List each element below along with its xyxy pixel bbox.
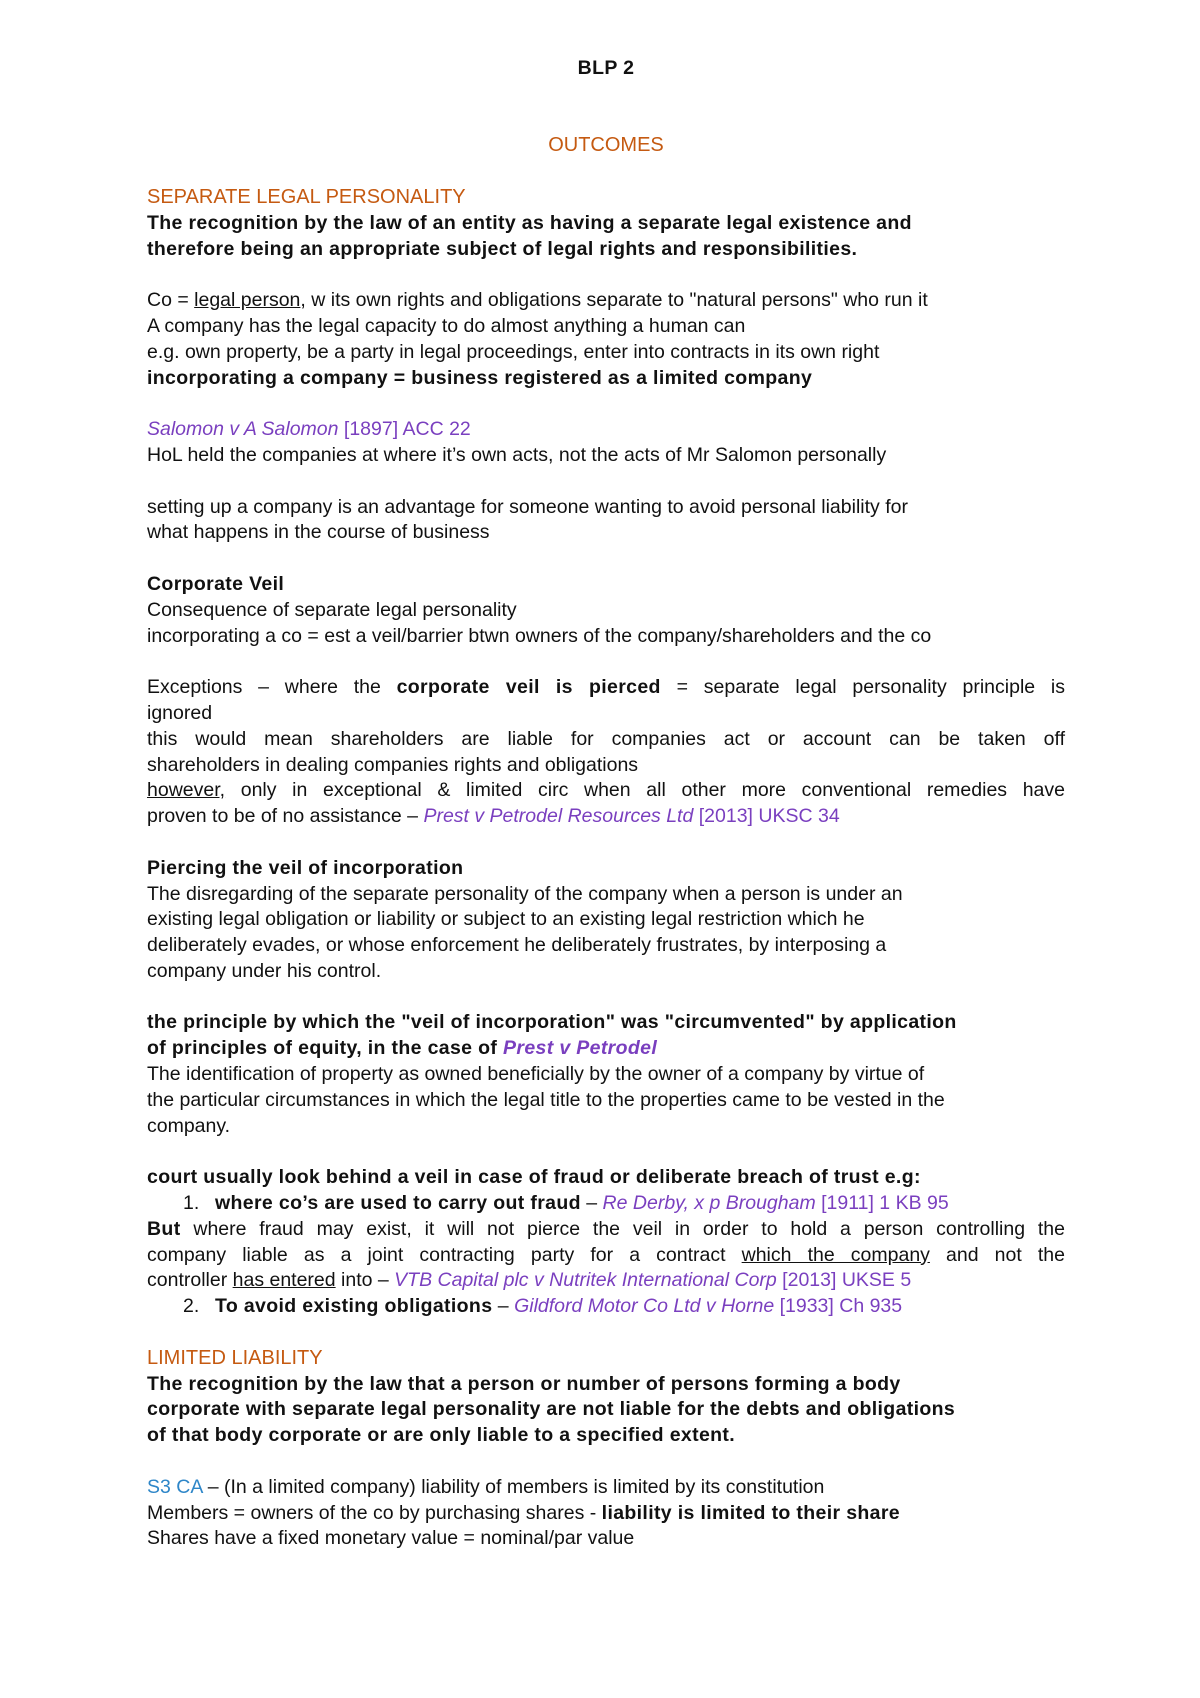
list-number-2: 2. <box>183 1295 200 1318</box>
ll-definition-line-1: The recognition by the law that a person or number of persons forming a body <box>147 1372 901 1395</box>
outcomes-heading: OUTCOMES <box>548 134 664 157</box>
assistance-line: proven to be of no assistance – Prest v Petrodel Resources Ltd [2013] UKSC 34 <box>147 805 840 828</box>
veil-line-2: incorporating a co = est a veil/barrier btwn owners of the company/shareholders and the co <box>147 624 932 647</box>
ll-definition-line-2: corporate with separate legal personality are not liable for the debts and obligations <box>147 1398 956 1421</box>
piercing-heading: Piercing the veil of incorporation <box>147 856 464 879</box>
slp-heading: SEPARATE LEGAL PERSONALITY <box>147 185 466 208</box>
members-line: Members = owners of the co by purchasing shares - liability is limited to their share <box>147 1501 900 1524</box>
shares-line: Shares have a fixed monetary value = nominal/par value <box>147 1527 635 1550</box>
principle-line-1: the principle by which the "veil of incorporation" was "circumvented" by application <box>147 1011 957 1034</box>
limited-liability-heading: LIMITED LIABILITY <box>147 1346 323 1369</box>
ll-definition-line-3: of that body corporate or are only liable to a specified extent. <box>147 1424 736 1447</box>
would-mean-line-2: shareholders in dealing companies rights and obligations <box>147 753 639 776</box>
document-title: BLP 2 <box>577 57 635 79</box>
slp-definition-line-1: The recognition by the law of an entity as having a separate legal existence and <box>147 211 912 234</box>
slp-definition-line-2: therefore being an appropriate subject of legal rights and responsibilities. <box>147 237 858 260</box>
advantage-line-2: what happens in the course of business <box>147 521 490 544</box>
exceptions-line-2: ignored <box>147 701 213 724</box>
identification-line-2: the particular circumstances in which the legal title to the properties came to be vested in the <box>147 1088 945 1111</box>
s3-ca-line: S3 CA – (In a limited company) liability of members is limited by its constitution <box>147 1475 825 1498</box>
list-item-2: 2. To avoid existing obligations – Gildford Motor Co Ltd v Horne [1933] Ch 935 <box>147 1294 1065 1320</box>
re-derby-case: Re Derby, x p Brougham <box>602 1192 816 1215</box>
salomon-case-name: Salomon v A Salomon <box>147 418 339 441</box>
capacity-line: A company has the legal capacity to do almost anything a human can <box>147 314 746 337</box>
piercing-line-4: company under his control. <box>147 959 382 982</box>
veil-line-1: Consequence of separate legal personality <box>147 598 517 621</box>
exceptions-line: Exceptions – where the corporate veil is pierced = separate legal personality principle is <box>147 676 1065 699</box>
identification-line-3: company. <box>147 1114 231 1137</box>
hol-held-line: HoL held the companies at where it’s own acts, not the acts of Mr Salomon personally <box>147 443 887 466</box>
list-number-1: 1. <box>183 1192 200 1215</box>
but-line-1: But where fraud may exist, it will not pierce the veil in order to hold a person controlling the <box>147 1217 1065 1240</box>
list-item-1: 1. where co’s are used to carry out fraud – Re Derby, x p Brougham [1911] 1 KB 95 <box>147 1191 1065 1217</box>
however-line: however, only in exceptional & limited circ when all other more conventional remedies have <box>147 779 1065 802</box>
but-line-3: controller has entered into – VTB Capital plc v Nutritek International Corp [2013] UKSE 5 <box>147 1269 912 1292</box>
vtb-case: VTB Capital plc v Nutritek International Corp <box>394 1269 777 1292</box>
piercing-line-2: existing legal obligation or liability or subject to an existing legal restriction which he <box>147 908 865 931</box>
examples-line: e.g. own property, be a party in legal proceedings, enter into contracts in its own right <box>147 340 880 363</box>
piercing-line-3: deliberately evades, or whose enforcement he deliberately frustrates, by interposing a <box>147 934 887 957</box>
would-mean-line-1: this would mean shareholders are liable for companies act or account can be taken off <box>147 727 1065 750</box>
document-body <box>147 56 1065 1552</box>
corporate-veil-heading: Corporate Veil <box>147 572 285 595</box>
identification-line-1: The identification of property as owned beneficially by the owner of a company by virtue of <box>147 1063 925 1086</box>
principle-line-2: of principles of equity, in the case of Prest v Petrodel <box>147 1037 658 1060</box>
co-legal-person-line: Co = legal person, w its own rights and obligations separate to "natural persons" who run it <box>147 289 928 312</box>
piercing-line-1: The disregarding of the separate personality of the company when a person is under an <box>147 882 903 905</box>
but-line-2: company liable as a joint contracting party for a contract which the company and not the <box>147 1243 1065 1266</box>
prest-petrodel-case: Prest v Petrodel <box>503 1037 658 1060</box>
s3-ca-reference: S3 CA <box>147 1475 203 1498</box>
prest-case-name: Prest v Petrodel Resources Ltd <box>423 805 694 828</box>
advantage-line-1: setting up a company is an advantage for someone wanting to avoid personal liability for <box>147 495 908 518</box>
court-heading: court usually look behind a veil in case of fraud or deliberate breach of trust e.g: <box>147 1166 921 1189</box>
salomon-citation: Salomon v A Salomon [1897] ACC 22 <box>147 418 471 441</box>
incorporating-line: incorporating a company = business registered as a limited company <box>147 366 813 389</box>
legal-person-term: legal person <box>194 289 301 312</box>
gildford-case: Gildford Motor Co Ltd v Horne <box>514 1295 775 1318</box>
